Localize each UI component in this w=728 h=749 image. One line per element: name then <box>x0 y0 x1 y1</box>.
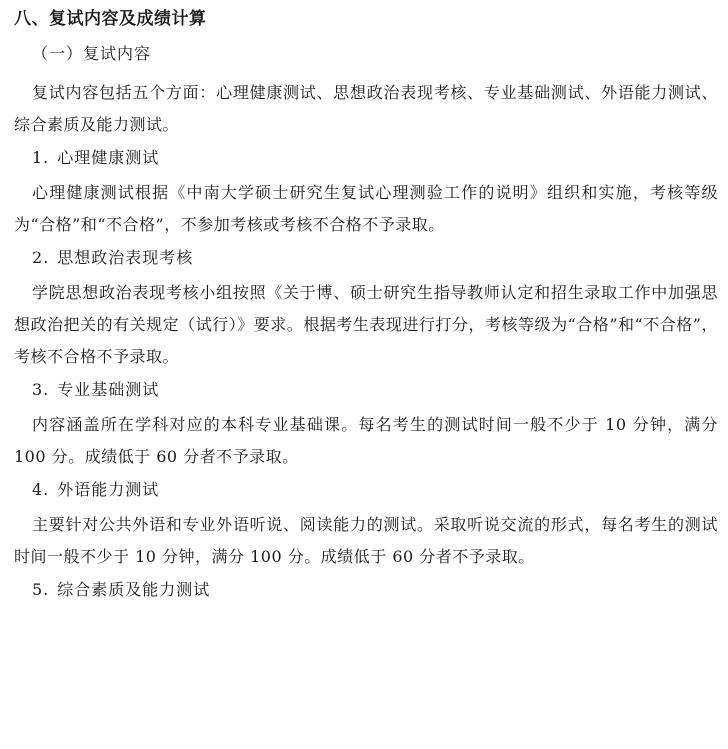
item-number: 2. <box>32 248 50 267</box>
subsection-heading: （一）复试内容 <box>32 44 152 63</box>
item-title-language <box>32 477 718 503</box>
item-title-comprehensive <box>32 577 718 603</box>
item-title-text: 心理健康测试 <box>57 148 160 167</box>
item-number: 1. <box>32 148 50 167</box>
item-paragraph-political: 学院思想政治表现考核小组按照《关于博、硕士研究生指导教师认定和招生录取工作中加强思想政治把关的有关规定（试行）》要求。根据考生表现进行打分，考核等级为“合格”和“不合格”，考核不合格不予录取。 <box>14 283 718 366</box>
item-title-political <box>32 245 718 271</box>
item-paragraph-professional: 内容涵盖所在学科对应的本科专业基础课。每名考生的测试时间一般不少于 10 分钟，满分 100 分。成绩低于 60 分者不予录取。 <box>14 415 718 466</box>
item-paragraph-psych: 心理健康测试根据《中南大学硕士研究生复试心理测验工作的说明》组织和实施，考核等级为“合格”和“不合格”，不参加考核或考核不合格不予录取。 <box>14 183 718 234</box>
item-title-text: 综合素质及能力测试 <box>57 580 211 599</box>
item-number: 4. <box>32 480 50 499</box>
item-title-professional <box>32 377 718 403</box>
item-title-text: 外语能力测试 <box>57 480 160 499</box>
item-paragraph-language: 主要针对公共外语和专业外语听说、阅读能力的测试。采取听说交流的形式，每名考生的测试时间一般不少于 10 分钟，满分 100 分。成绩低于 60 分者不予录取。 <box>14 515 718 566</box>
item-number: 5. <box>32 580 50 599</box>
item-number: 3. <box>32 380 50 399</box>
item-title-text: 专业基础测试 <box>57 380 160 399</box>
item-title-psych <box>32 145 718 171</box>
item-title-text: 思想政治表现考核 <box>57 248 194 267</box>
section-heading: 八、复试内容及成绩计算 <box>14 9 207 29</box>
intro-paragraph: 复试内容包括五个方面：心理健康测试、思想政治表现考核、专业基础测试、外语能力测试、综合素质及能力测试。 <box>14 83 718 134</box>
